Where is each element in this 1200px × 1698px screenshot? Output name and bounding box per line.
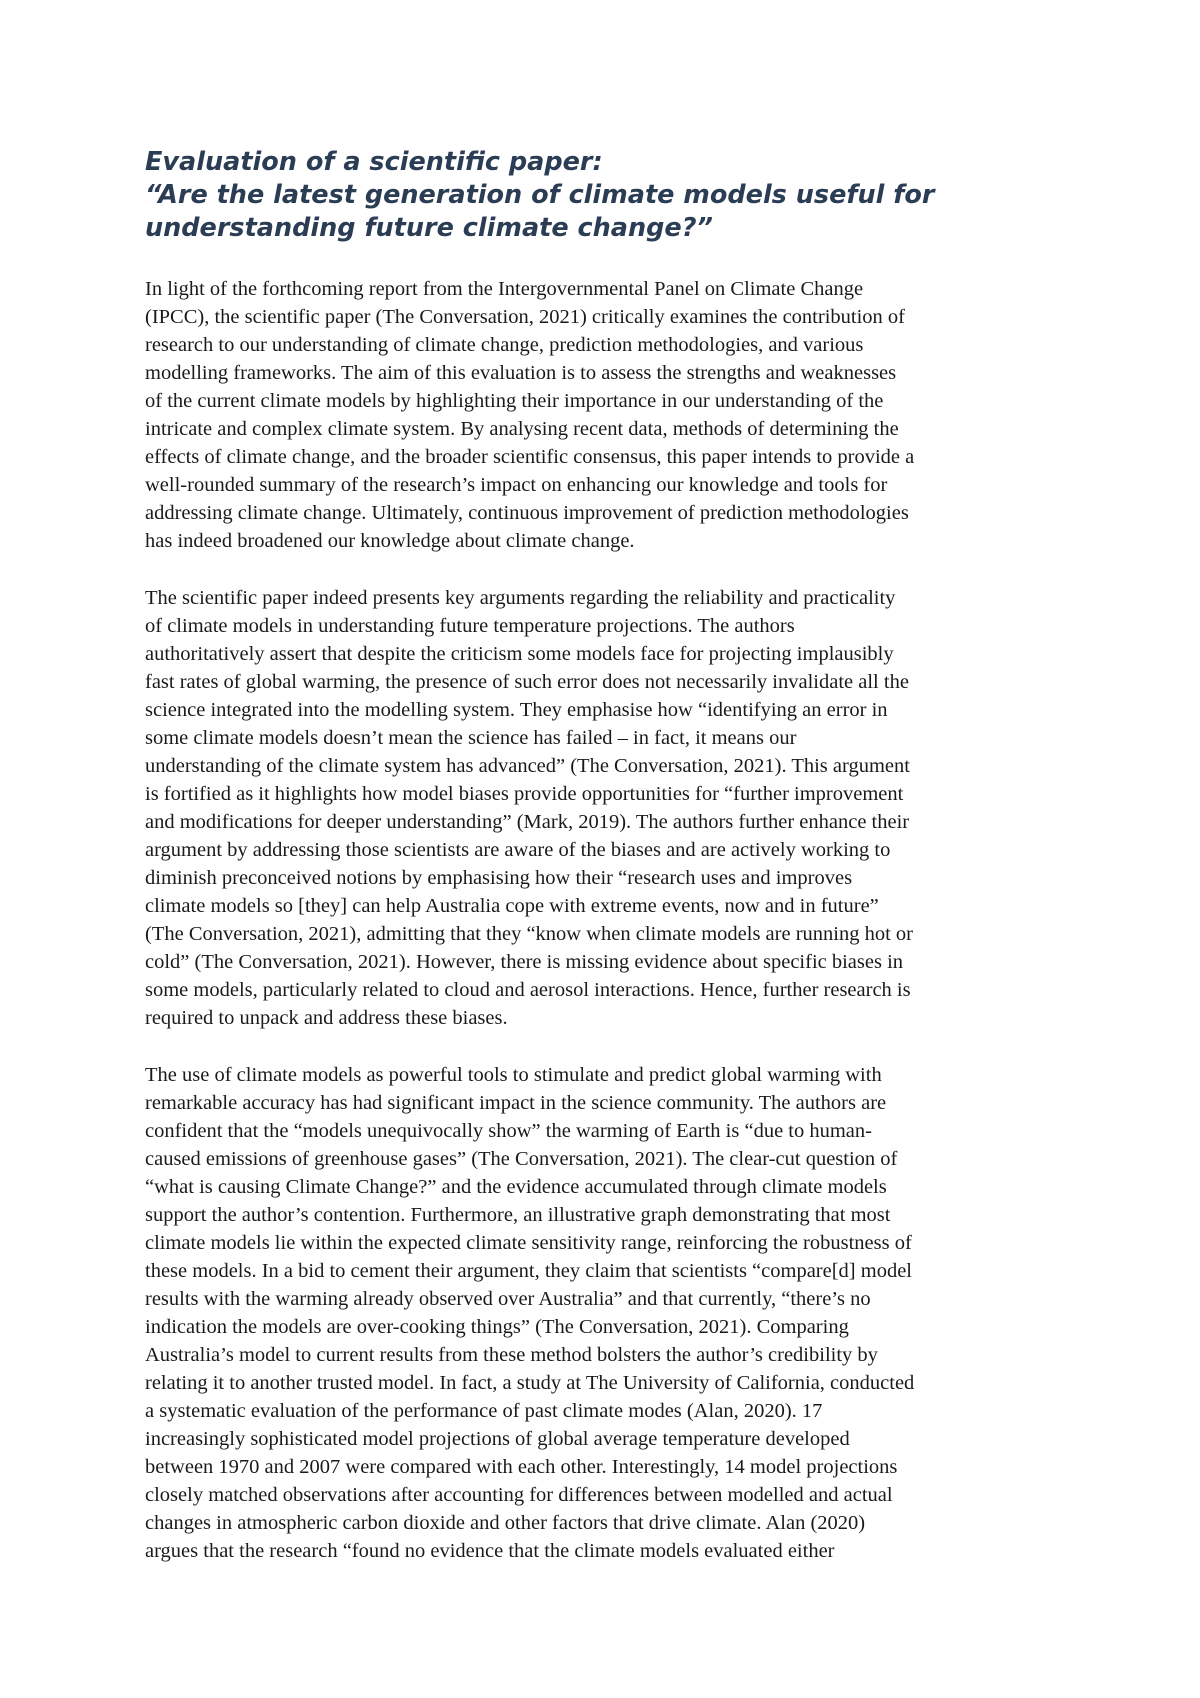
title-line: Evaluation of a scientific paper: [145, 147, 603, 177]
paragraph-introduction [145, 275, 1063, 555]
text-line: closely matched observations after accounting for differences between modelled and actual [145, 1484, 893, 1506]
text-line: these models. In a bid to cement their argument, they claim that scientists “compare[d] model [145, 1260, 912, 1282]
text-line: intricate and complex climate system. By analysing recent data, methods of determining the [145, 418, 899, 440]
text-line: and modifications for deeper understanding” (Mark, 2019). The authors further enhance their [145, 811, 910, 833]
text-line: relating it to another trusted model. In fact, a study at The University of California, conducted [145, 1372, 915, 1394]
text-line: between 1970 and 2007 were compared with each other. Interestingly, 14 model projections [145, 1456, 898, 1478]
text-line: of climate models in understanding future temperature projections. The authors [145, 615, 795, 637]
text-line: support the author’s contention. Furthermore, an illustrative graph demonstrating that most [145, 1204, 891, 1226]
title-line: understanding future climate change?” [145, 213, 713, 243]
text-line: increasingly sophisticated model projections of global average temperature developed [145, 1428, 850, 1450]
text-line: fast rates of global warming, the presence of such error does not necessarily invalidate all the [145, 671, 909, 693]
text-line: “what is causing Climate Change?” and the evidence accumulated through climate models [145, 1176, 887, 1198]
text-line: caused emissions of greenhouse gases” (The Conversation, 2021). The clear-cut question of [145, 1148, 898, 1170]
text-line: well-rounded summary of the research’s impact on enhancing our knowledge and tools for [145, 474, 888, 496]
text-line: The scientific paper indeed presents key arguments regarding the reliability and practicality [145, 587, 896, 609]
text-line: modelling frameworks. The aim of this evaluation is to assess the strengths and weaknesses [145, 362, 897, 384]
text-line: research to our understanding of climate change, prediction methodologies, and various [145, 334, 864, 356]
text-line: climate models lie within the expected climate sensitivity range, reinforcing the robustness of [145, 1232, 912, 1254]
text-line: (The Conversation, 2021), admitting that they “know when climate models are running hot or [145, 923, 913, 945]
text-line: understanding of the climate system has advanced” (The Conversation, 2021). This argument [145, 755, 910, 777]
text-line: authoritatively assert that despite the criticism some models face for projecting implausibly [145, 643, 894, 665]
text-line: remarkable accuracy has had significant impact in the science community. The authors are [145, 1092, 887, 1114]
text-line: (IPCC), the scientific paper (The Conversation, 2021) critically examines the contribution of [145, 306, 905, 328]
text-line: results with the warming already observed over Australia” and that currently, “there’s no [145, 1288, 871, 1310]
text-line: changes in atmospheric carbon dioxide and other factors that drive climate. Alan (2020) [145, 1512, 866, 1534]
document-body [145, 146, 1063, 1594]
text-line: of the current climate models by highlighting their importance in our understanding of the [145, 390, 884, 412]
text-line: effects of climate change, and the broader scientific consensus, this paper intends to provide a [145, 446, 915, 468]
text-line: indication the models are over-cooking things” (The Conversation, 2021). Comparing [145, 1316, 849, 1338]
paragraph-key-arguments [145, 584, 1063, 1032]
text-line: addressing climate change. Ultimately, continuous improvement of prediction methodologies [145, 502, 909, 524]
text-line: a systematic evaluation of the performance of past climate modes (Alan, 2020). 17 [145, 1400, 823, 1422]
text-line: The use of climate models as powerful tools to stimulate and predict global warming with [145, 1064, 882, 1086]
text-line: is fortified as it highlights how model biases provide opportunities for “further improvement [145, 783, 904, 805]
document-title [145, 146, 1063, 245]
text-line: some climate models doesn’t mean the science has failed – in fact, it means our [145, 727, 797, 749]
text-line: argues that the research “found no evidence that the climate models evaluated either [145, 1540, 835, 1562]
paragraph-climate-models [145, 1061, 1063, 1565]
text-line: confident that the “models unequivocally show” the warming of Earth is “due to human- [145, 1120, 872, 1142]
text-line: In light of the forthcoming report from the Intergovernmental Panel on Climate Change [145, 278, 864, 300]
text-line: Australia’s model to current results from these method bolsters the author’s credibility by [145, 1344, 878, 1366]
text-line: some models, particularly related to cloud and aerosol interactions. Hence, further research is [145, 979, 911, 1001]
text-line: science integrated into the modelling system. They emphasise how “identifying an error in [145, 699, 888, 721]
text-line: argument by addressing those scientists are aware of the biases and are actively working to [145, 839, 891, 861]
text-line: climate models so [they] can help Australia cope with extreme events, now and in future” [145, 895, 879, 917]
text-line: required to unpack and address these biases. [145, 1007, 508, 1029]
text-line: cold” (The Conversation, 2021). However, there is missing evidence about specific biases in [145, 951, 904, 973]
title-line: “Are the latest generation of climate models useful for [145, 180, 935, 210]
text-line: has indeed broadened our knowledge about climate change. [145, 530, 635, 552]
text-line: diminish preconceived notions by emphasising how their “research uses and improves [145, 867, 853, 889]
